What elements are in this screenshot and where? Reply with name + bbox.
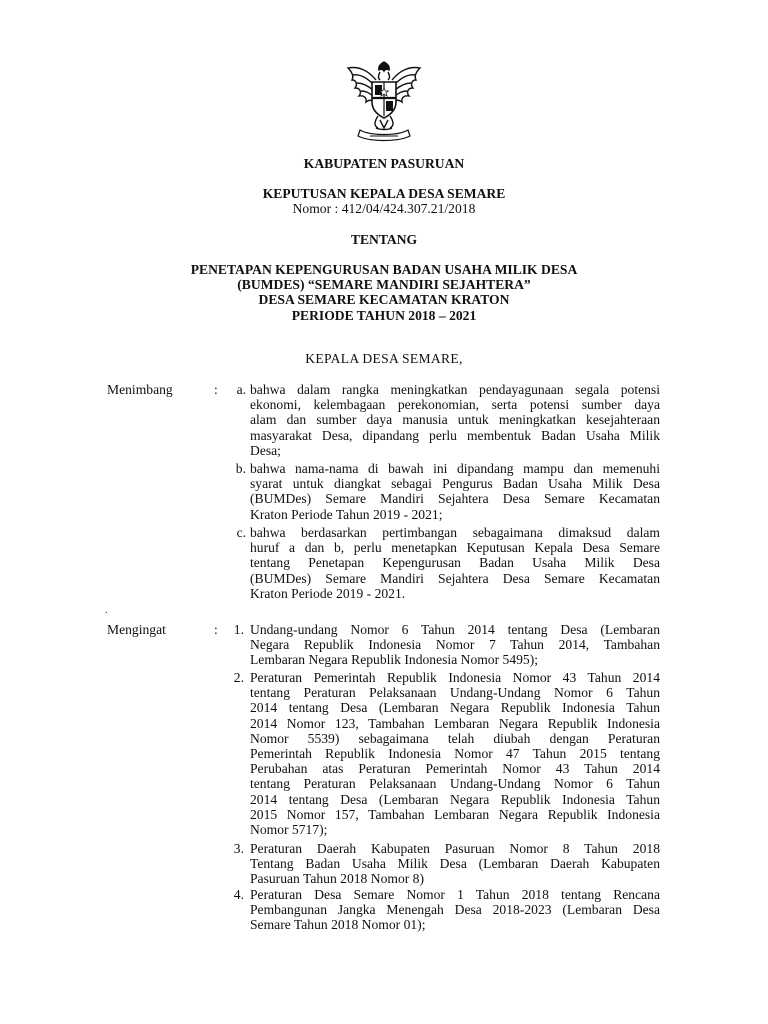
text-line: Peraturan Pemerintah Republik Indonesia Nomor 43 Tahun 2014: [250, 670, 660, 685]
decree-number: Nomor : 412/04/424.307.21/2018: [292, 201, 476, 216]
text-line: Pemerintah Republik Indonesia Nomor 47 Tahun 2015 tentang: [250, 745, 660, 761]
text-line: Peraturan Desa Semare Nomor 1 Tahun 2018 tentang Rencana: [250, 887, 660, 902]
recalling-item-3: [250, 841, 660, 887]
garuda-emblem-icon: [340, 58, 428, 144]
text-line: Kraton Periode Tahun 2019 - 2021;: [250, 506, 443, 522]
considering-label: Menimbang: [107, 382, 173, 397]
text-line: (BUMDes) Semare Mandiri Sejahtera Desa Semare Kecamatan: [250, 570, 660, 586]
considering-item-a: [250, 382, 660, 458]
subject-line: PERIODE TAHUN 2018 – 2021: [291, 307, 477, 323]
considering-marker-b: b.: [235, 461, 246, 476]
recalling-marker-4: 4.: [233, 887, 244, 902]
recalling-item-2: [250, 670, 660, 837]
text-line: tentang Penetapan Kepengurusan Badan Usaha Milik Desa: [250, 555, 660, 571]
considering-item-c: [250, 525, 660, 601]
text-line: Nomor 5717);: [250, 821, 328, 837]
text-line: huruf a dan b, perlu menetapkan Keputusan Kepala Desa Semare: [250, 540, 660, 556]
text-line: 2015 Nomor 157, Tambahan Lembaran Negara Republik Indonesia: [250, 806, 660, 822]
recalling-marker-3: 3.: [233, 841, 244, 856]
text-line: (BUMDes) Semare Mandiri Sejahtera Desa Semare Kecamatan: [250, 491, 660, 507]
decree-subject: [0, 262, 768, 323]
about-heading: TENTANG: [350, 232, 418, 247]
subject-line: DESA SEMARE KECAMATAN KRATON: [258, 292, 510, 308]
text-line: Semare Tahun 2018 Nomor 01);: [250, 917, 426, 933]
considering-marker-a: a.: [236, 382, 246, 397]
text-line: Pasuruan Tahun 2018 Nomor 8): [250, 871, 424, 887]
text-line: Undang-undang Nomor 6 Tahun 2014 tentang Desa (Lembaran: [250, 622, 660, 637]
text-line: Desa;: [250, 442, 281, 458]
text-line: Negara Republik Indonesia Nomor 7 Tahun 2014, Tambahan: [250, 637, 660, 653]
text-line: bahwa nama-nama di bawah ini dipandang mampu dan memenuhi: [250, 461, 660, 476]
text-line: syarat untuk diangkat sebagai Pengurus Badan Usaha Milik Desa: [250, 476, 660, 492]
recalling-item-1: [250, 622, 660, 668]
text-line: bahwa berdasarkan pertimbangan sebagaimana dimaksud dalam: [250, 525, 660, 540]
stray-mark: .: [105, 605, 108, 616]
text-line: 2014 tentang Desa (Lembaran Negara Republik Indonesia Tahun: [250, 791, 660, 807]
text-line: tentang Peraturan Pelaksanaan Undang-Undang Nomor 6 Tahun: [250, 685, 660, 701]
text-line: alam dan sumber daya manusia untuk meningkatkan kesejahteraan: [250, 412, 660, 428]
decree-title: KEPUTUSAN KEPALA DESA SEMARE: [262, 186, 506, 201]
text-line: Tentang Badan Usaha Milik Desa (Lembaran Daerah Kabupaten: [250, 856, 660, 872]
text-line: ekonomi, kelembagaan perekonomian, serta potensi sumber daya: [250, 397, 660, 413]
recalling-marker-2: 2.: [233, 670, 244, 685]
regency-heading: KABUPATEN PASURUAN: [303, 156, 465, 171]
text-line: 2014 Nomor 123, Tambahan Lembaran Negara Republik Indonesia: [250, 715, 660, 731]
text-line: Nomor 5539) sebagaimana telah diubah dengan Peraturan: [250, 730, 660, 746]
text-line: Kraton Periode 2019 - 2021.: [250, 585, 406, 601]
text-line: tentang Peraturan Pelaksanaan Undang-Undang Nomor 6 Tahun: [250, 776, 660, 792]
text-line: bahwa dalam rangka meningkatkan pendayagunaan segala potensi: [250, 382, 660, 397]
recalling-label: Mengingat: [107, 622, 166, 637]
recalling-marker-1: 1.: [233, 622, 244, 637]
text-line: Peraturan Daerah Kabupaten Pasuruan Nomor 8 Tahun 2018: [250, 841, 660, 856]
subject-line: (BUMDES) “SEMARE MANDIRI SEJAHTERA”: [237, 277, 531, 293]
village-head-heading: KEPALA DESA SEMARE,: [305, 351, 463, 366]
considering-colon: :: [214, 382, 218, 397]
subject-line: PENETAPAN KEPENGURUSAN BADAN USAHA MILIK DESA: [190, 262, 578, 277]
text-line: Perubahan atas Peraturan Pemerintah Nomor 43 Tahun 2014: [250, 761, 660, 777]
text-line: 2014 tentang Desa (Lembaran Negara Republik Indonesia Tahun: [250, 700, 660, 716]
considering-item-b: [250, 461, 660, 522]
considering-marker-c: c.: [236, 525, 246, 540]
recalling-colon: :: [214, 622, 218, 637]
recalling-item-4: [250, 887, 660, 933]
text-line: masyarakat Desa, dipandang perlu membentuk Badan Usaha Milik: [250, 427, 660, 443]
text-line: Pembangunan Jangka Menengah Desa 2018-2023 (Lembaran Desa: [250, 902, 660, 918]
text-line: Lembaran Negara Republik Indonesia Nomor 5495);: [250, 652, 539, 668]
